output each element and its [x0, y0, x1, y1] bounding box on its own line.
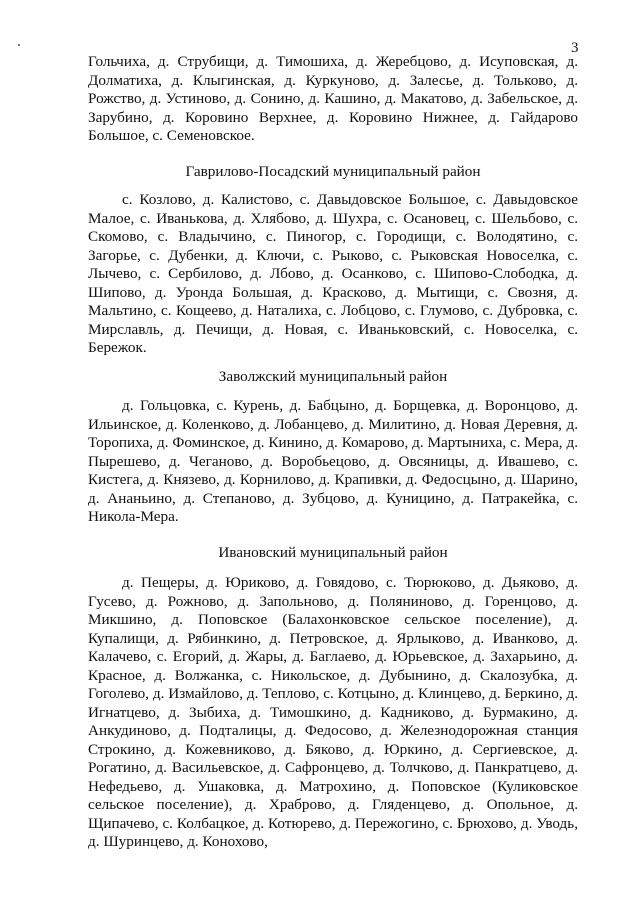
section-text: д. Пещеры, д. Юриково, д. Говядово, с. Тюрюково, д. Дьяково, д. Гусево, д. Рожново, д. Запольново, д. Поляниново, д. Горенцово, д. Микшино, д. Поповское (Балахонковское сельское поселение), д. Купалищи, д. Рябинкино, д. Петровское, д. Ярлыково, д. Иванково, д. Калачево, с. Егорий, д. Жары, д. Баглаево, д. Юрьевское, д. Захарьино, д. Красное, д. Волжанка, с. Никольское, д. Дубынино, д. Скалозубка, д. Гоголево, д. Измайлово, д. Теплово, с. Котцыно, д. Клинцево, д. Беркино, д. Игнатцево, д. Зыбиха, д. Тимошкино, д. Кадниково, д. Бурмакино, д. Анкудиново, д. Подталицы, д. Федосово, д. Железнодорожная станция Строкино, д. Кожевниково, д. Бяково, д. Юркино, д. Сергиевское, д. Рогатино, д. Васильевское, д. Сафронцево, д. Толчково, д. Панкратцево, д. Нефедьево, д. Ушаковка, д. Матрохино, д. Поповское (Куликовское сельское поселение), д. Храброво, д. Гляденцево, д. Опольное, д. Щипачево, с. Колбацкое, д. Котюрево, д. Пережогино, с. Брюхово, д. Уводь, д. Шуринцево, д. Конохово, — [88, 574, 578, 850]
section-heading-ivanovo: Ивановский муниципальный район — [218, 544, 448, 561]
intro-paragraph-block — [88, 53, 578, 146]
intro-paragraph: Гольчиха, д. Струбищи, д. Тимошиха, д. Жеребцово, д. Исуповская, д. Долматиха, д. Клыгинская, д. Куркуново, д. Залесье, д. Тольково, д. Рожство, д. Устиново, д. Сонино, д. Кашино, д. Макатово, д. Забельское, д. Зарубино, д. Коровино Верхнее, д. Коровино Нижнее, д. Гайдарово Большое, с. Семеновское. — [88, 53, 578, 144]
scan-speck — [18, 44, 20, 46]
section-body-gavrilovo-posad — [88, 191, 578, 358]
section-text: с. Козлово, д. Калистово, с. Давыдовское Большое, с. Давыдовское Малое, с. Иванькова, д. Хлябово, д. Шухра, с. Осановец, с. Шельбово, с. Скомово, с. Владычино, с. Пиногор, с. Городищи, с. Володятино, с. Загорье, с. Дубенки, д. Ключи, с. Рыково, с. Рыковская Новоселка, с. Лычево, с. Сербилово, д. Лбово, д. Осанково, с. Шипово-Слободка, д. Шипово, д. Уронда Большая, д. Красково, д. Мытищи, с. Свозня, д. Мальтино, с. Кощеево, д. Наталиха, с. Лобцово, с. Глумово, с. Дубровка, с. Мирславль, д. Печищи, д. Новая, с. Иваньковский, с. Новоселка, с. Бережок. — [88, 191, 578, 356]
section-body-ivanovo — [88, 574, 578, 852]
section-text: д. Гольцовка, с. Курень, д. Бабцыно, д. Борщевка, д. Воронцово, д. Ильинское, д. Коленково, д. Лобанцево, д. Милитино, д. Новая Деревня, д. Торопиха, д. Фоминское, д. Кинино, д. Комарово, д. Мартыниха, с. Мера, д. Пырешево, д. Чеганово, д. Воробьецово, д. Овсяницы, д. Ивашево, с. Кистега, д. Князево, д. Корнилово, д. Крапивки, д. Федосцыно, д. Шарино, д. Ананьино, д. Степаново, д. Зубцово, д. Куницино, д. Патракейка, с. Никола-Мера. — [88, 397, 578, 525]
page-number: 3 — [571, 40, 579, 56]
section-heading-gavrilovo-posad: Гаврилово-Посадский муниципальный район — [185, 163, 481, 180]
section-body-zavolzhsk — [88, 397, 578, 527]
section-heading-zavolzhsk: Заволжский муниципальный район — [218, 368, 448, 385]
